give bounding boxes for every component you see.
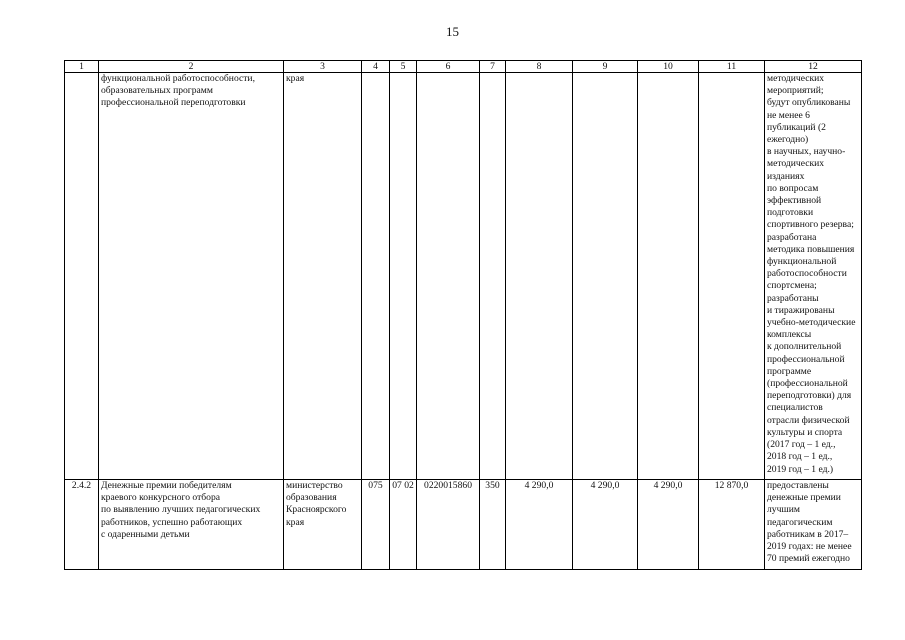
expense-type-cell: 350 <box>480 480 506 570</box>
total-amount-cell <box>699 73 765 480</box>
measure-name-cell: Денежные премии победителям краевого конкурсного отбора по выявлению лучших педагогических работников, успешно работающих с одаренными детьми <box>99 480 284 570</box>
expected-result-cell: предоставлены денежные премии лучшим педагогическим работникам в 2017– 2019 годах: не менее 70 премий ежегодно <box>765 480 862 570</box>
column-header: 1 <box>65 61 99 73</box>
table-row <box>65 73 862 480</box>
column-header: 10 <box>638 61 699 73</box>
amount-cell <box>638 73 699 480</box>
column-header: 2 <box>99 61 284 73</box>
table-row <box>65 480 862 570</box>
page-number: 15 <box>446 24 459 39</box>
expected-result-cell: методических мероприятий; будут опубликованы не менее 6 публикаций (2 ежегодно) в научных, научно- методических изданиях по вопросам эффективной подготовки спортивного резерва; разработана методика повышения функциональной работоспособности спортсмена; разработаны и тиражированы учебно-методические комплексы к дополнительной профессиональной программе (профессиональной переподготовки) для специалистов отрасли физической культуры и спорта (2017 год – 1 ед., 2018 год – 1 ед., 2019 год – 1 ед.) <box>765 73 862 480</box>
column-header: 6 <box>417 61 480 73</box>
grbs-code-cell <box>362 73 390 480</box>
column-header: 12 <box>765 61 862 73</box>
amount-cell: 4 290,0 <box>506 480 573 570</box>
amount-cell <box>573 73 638 480</box>
row-number-cell <box>65 73 99 480</box>
section-code-cell <box>390 73 417 480</box>
amount-cell <box>506 73 573 480</box>
grbs-code-cell: 075 <box>362 480 390 570</box>
column-header: 3 <box>284 61 362 73</box>
expense-type-cell <box>480 73 506 480</box>
administrator-cell: края <box>284 73 362 480</box>
column-header: 7 <box>480 61 506 73</box>
target-article-cell: 0220015860 <box>417 480 480 570</box>
row-number-cell: 2.4.2 <box>65 480 99 570</box>
amount-cell: 4 290,0 <box>573 480 638 570</box>
target-article-cell <box>417 73 480 480</box>
column-header: 5 <box>390 61 417 73</box>
amount-cell: 4 290,0 <box>638 480 699 570</box>
table-header-row <box>65 61 862 73</box>
measure-name-cell: функциональной работоспособности, образовательных программ профессиональной переподготовки <box>99 73 284 480</box>
column-header: 4 <box>362 61 390 73</box>
budget-table <box>64 60 862 570</box>
section-code-cell: 07 02 <box>390 480 417 570</box>
administrator-cell: министерство образования Красноярского края <box>284 480 362 570</box>
column-header: 9 <box>573 61 638 73</box>
total-amount-cell: 12 870,0 <box>699 480 765 570</box>
column-header: 8 <box>506 61 573 73</box>
column-header: 11 <box>699 61 765 73</box>
